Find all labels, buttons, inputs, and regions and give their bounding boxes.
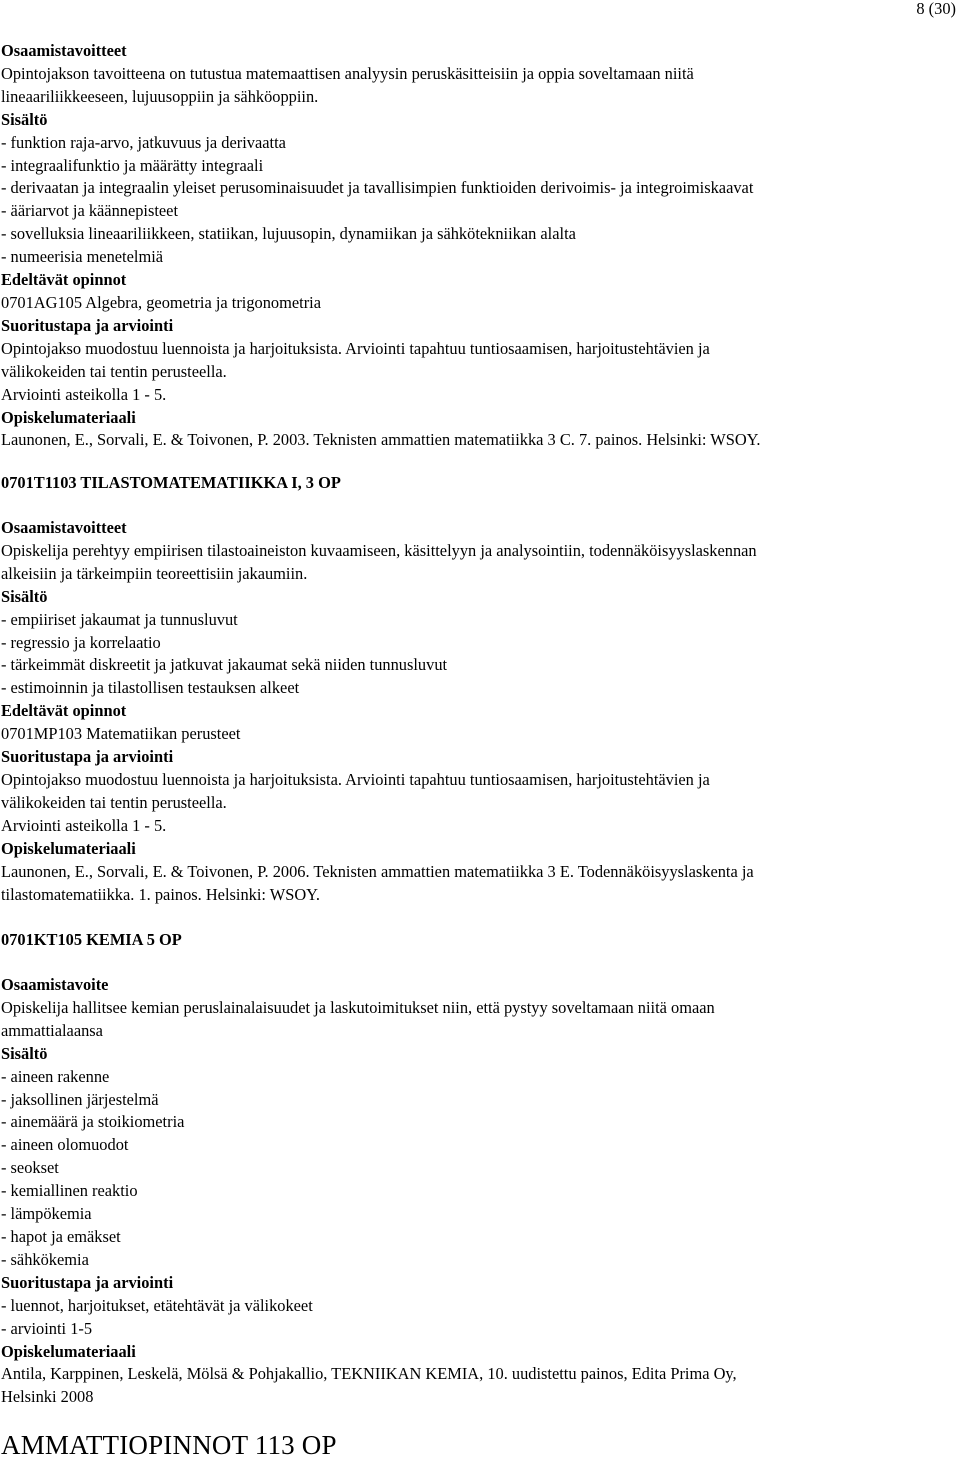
content-item: - empiiriset jakaumat ja tunnusluvut [1, 609, 238, 629]
objectives-label: Osaamistavoite [1, 975, 109, 994]
content-item: - integraalifunktio ja määrätty integraali [1, 155, 264, 175]
course-title-statistics: 0701T1103 TILASTOMATEMATIIKKA I, 3 OP [1, 473, 341, 492]
assessment-label: Suoritustapa ja arviointi [1, 747, 174, 767]
objectives-line: alkeisiin ja tärkeimpiin teoreettisiin jakaumiin. [1, 563, 308, 583]
assessment-label: Suoritustapa ja arviointi [1, 315, 174, 335]
assessment-line: Arviointi asteikolla 1 - 5. [1, 815, 167, 835]
material-label: Opiskelumateriaali [1, 838, 136, 858]
assessment-line: - luennot, harjoitukset, etätehtävät ja välikokeet [1, 1295, 313, 1315]
prerequisites-text: 0701AG105 Algebra, geometria ja trigonometria [1, 292, 321, 312]
course-title-chemistry: 0701KT105 KEMIA 5 OP [1, 930, 182, 949]
content-item: - aineen rakenne [1, 1066, 110, 1086]
content-item: - numeerisia menetelmiä [1, 247, 164, 267]
content-label: Sisältö [1, 109, 48, 129]
course-section-statistics [1, 517, 951, 906]
content-item: - tärkeimmät diskreetit ja jatkuvat jakaumat sekä niiden tunnusluvut [1, 655, 448, 675]
objectives-line: ammattialaansa [1, 1020, 103, 1040]
content-item: - regressio ja korrelaatio [1, 632, 161, 652]
assessment-line: - arviointi 1-5 [1, 1318, 93, 1338]
content-item: - ainemäärä ja stoikiometria [1, 1112, 185, 1132]
assessment-label: Suoritustapa ja arviointi [1, 1272, 174, 1292]
content-label: Sisältö [1, 1043, 48, 1063]
content-item: - seokset [1, 1158, 59, 1178]
objectives-line: Opiskelija perehtyy empiirisen tilastoaineiston kuvaamiseen, käsittelyyn ja analysointiin, todennäköisyyslaskennan [1, 540, 757, 560]
material-line: Launonen, E., Sorvali, E. & Toivonen, P. 2003. Teknisten ammattien matematiikka 3 C. 7. painos. Helsinki: WSOY. [1, 430, 761, 450]
material-line: Launonen, E., Sorvali, E. & Toivonen, P. 2006. Teknisten ammattien matematiikka 3 E. Todennäköisyyslaskenta ja [1, 861, 754, 881]
content-item: - sähkökemia [1, 1249, 89, 1269]
content-item: - funktion raja-arvo, jatkuvuus ja derivaatta [1, 132, 286, 152]
content-item: - estimoinnin ja tilastollisen testauksen alkeet [1, 678, 300, 698]
course-section-analysis [1, 40, 951, 452]
page-number: 8 (30) [916, 0, 956, 18]
section-heading-professional-studies: AMMATTIOPINNOT 113 OP [1, 1430, 337, 1460]
prerequisites-label: Edeltävät opinnot [1, 270, 127, 290]
content-item: - lämpökemia [1, 1204, 92, 1224]
course-section-chemistry [1, 974, 951, 1409]
content-item: - kemiallinen reaktio [1, 1181, 138, 1201]
content-label: Sisältö [1, 586, 48, 606]
assessment-line: välikokeiden tai tentin perusteella. [1, 361, 227, 381]
objectives-line: Opintojakson tavoitteena on tutustua matemaattisen analyysin peruskäsitteisiin ja oppia soveltamaan niitä [1, 63, 694, 83]
objectives-label: Osaamistavoitteet [1, 518, 127, 537]
content-item: - derivaatan ja integraalin yleiset perusominaisuudet ja tavallisimpien funktioiden derivoimis- ja integroimiskaavat [1, 178, 754, 198]
material-label: Opiskelumateriaali [1, 407, 136, 427]
assessment-line: Opintojakso muodostuu luennoista ja harjoituksista. Arviointi tapahtuu tuntiosaamisen, harjoitustehtävien ja [1, 338, 710, 358]
content-item: - aineen olomuodot [1, 1135, 129, 1155]
content-item: - sovelluksia lineaariliikkeen, statiikan, lujuusopin, dynamiikan ja sähkötekniikan alalta [1, 224, 576, 244]
material-line: Helsinki 2008 [1, 1387, 94, 1407]
content-item: - hapot ja emäkset [1, 1226, 121, 1246]
content-item: - ääriarvot ja käännepisteet [1, 201, 179, 221]
assessment-line: Opintojakso muodostuu luennoista ja harjoituksista. Arviointi tapahtuu tuntiosaamisen, harjoitustehtävien ja [1, 769, 710, 789]
material-line: tilastomatematiikka. 1. painos. Helsinki: WSOY. [1, 884, 320, 904]
content-item: - jaksollinen järjestelmä [1, 1089, 159, 1109]
assessment-line: Arviointi asteikolla 1 - 5. [1, 384, 167, 404]
material-line: Antila, Karppinen, Leskelä, Mölsä & Pohjakallio, TEKNIIKAN KEMIA, 10. uudistettu painos, Edita Prima Oy, [1, 1364, 737, 1384]
objectives-line: lineaariliikkeeseen, lujuusoppiin ja sähköoppiin. [1, 86, 319, 106]
prerequisites-label: Edeltävät opinnot [1, 701, 127, 721]
prerequisites-text: 0701MP103 Matematiikan perusteet [1, 724, 241, 744]
objectives-label: Osaamistavoitteet [1, 41, 127, 60]
assessment-line: välikokeiden tai tentin perusteella. [1, 792, 227, 812]
material-label: Opiskelumateriaali [1, 1341, 136, 1361]
objectives-line: Opiskelija hallitsee kemian peruslainalaisuudet ja laskutoimitukset niin, että pystyy soveltamaan niitä omaan [1, 997, 715, 1017]
